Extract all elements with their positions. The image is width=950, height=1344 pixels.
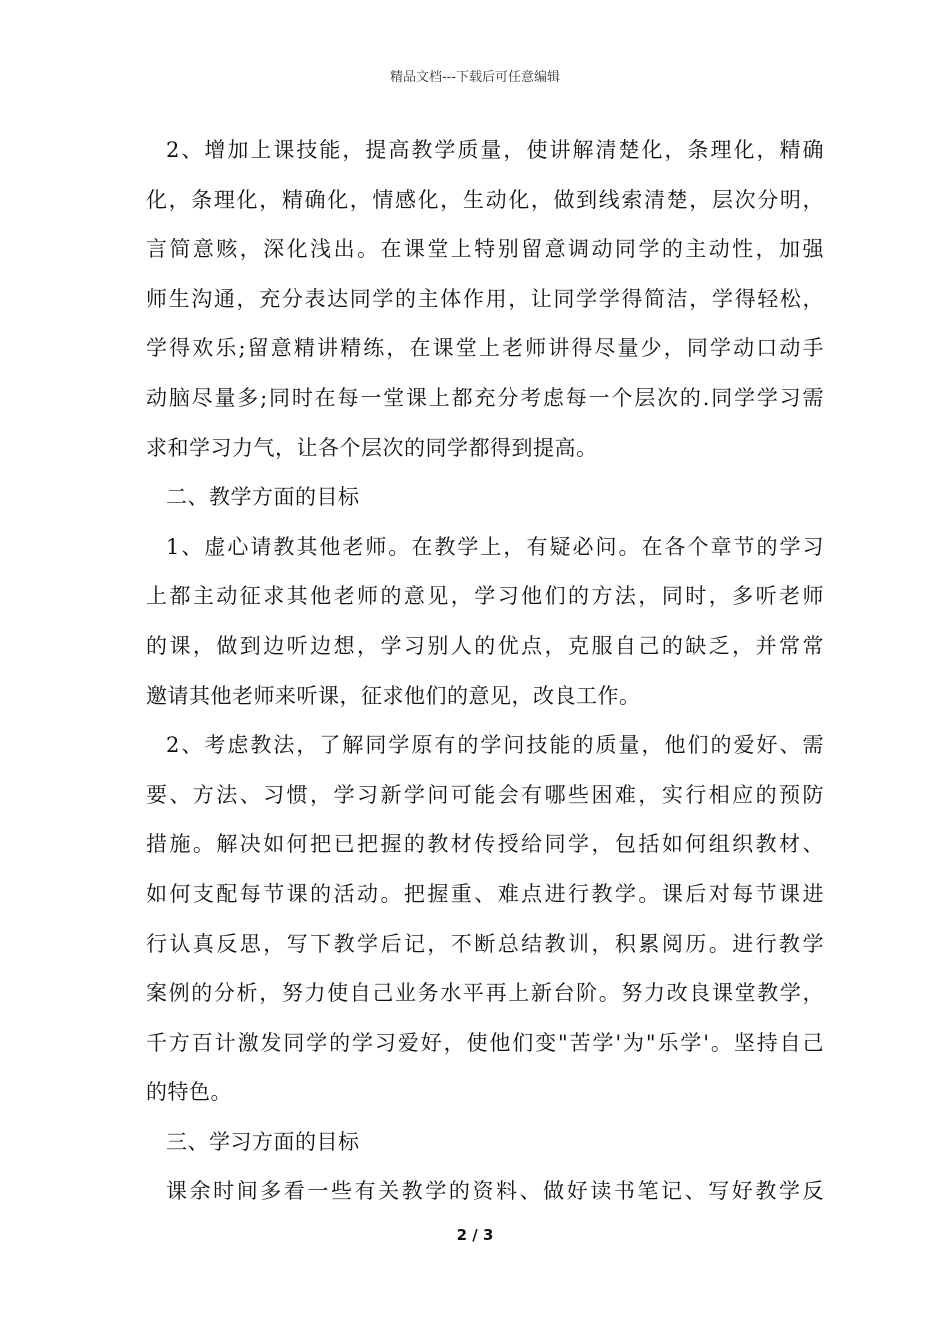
section-heading: 二、教学方面的目标 xyxy=(166,485,360,510)
text-line: 学得欢乐;留意精讲精练，在课堂上老师讲得尽量少，同学动口动手 xyxy=(146,336,824,361)
text-line: 师生沟通，充分表达同学的主体作用，让同学学得简洁，学得轻松， xyxy=(146,286,824,311)
text-line: 1、虚心请教其他老师。在教学上，有疑必问。在各个章节的学习 xyxy=(166,534,824,559)
text-line: 课余时间多看一些有关教学的资料、做好读书笔记、写好教学反 xyxy=(166,1179,824,1204)
text-line: 的特色。 xyxy=(146,1080,232,1105)
text-line: 要、方法、习惯，学习新学问可能会有哪些困难，实行相应的预防 xyxy=(146,782,824,807)
text-line: 的课，做到边听边想，学习别人的优点，克服自己的缺乏，并常常 xyxy=(146,633,824,658)
text-line: 化，条理化，精确化，情感化，生动化，做到线索清楚，层次分明， xyxy=(146,187,824,212)
text-line: 求和学习力气，让各个层次的同学都得到提高。 xyxy=(146,435,598,460)
text-line: 千方百计激发同学的学习爱好，使他们变"苦学'为"乐学'。坚持自己 xyxy=(146,1030,824,1055)
text-line: 言简意赅，深化浅出。在课堂上特别留意调动同学的主动性，加强 xyxy=(146,237,824,262)
text-line: 动脑尽量多;同时在每一堂课上都充分考虑每一个层次的.同学学习需 xyxy=(146,385,824,410)
text-line: 措施。解决如何把已把握的教材传授给同学，包括如何组织教材、 xyxy=(146,832,824,857)
page-number: 2 / 3 xyxy=(456,1226,494,1244)
text-line: 案例的分析，努力使自己业务水平再上新台阶。努力改良课堂教学， xyxy=(146,981,824,1006)
document-body xyxy=(146,126,824,1217)
text-line: 如何支配每节课的活动。把握重、难点进行教学。课后对每节课进 xyxy=(146,881,824,906)
text-line: 2、考虑教法，了解同学原有的学问技能的质量，他们的爱好、需 xyxy=(166,733,824,758)
section-heading: 三、学习方面的目标 xyxy=(166,1129,360,1154)
text-line: 邀请其他老师来听课，征求他们的意见，改良工作。 xyxy=(146,683,641,708)
text-line: 上都主动征求其他老师的意见，学习他们的方法，同时，多听老师 xyxy=(146,584,824,609)
text-line: 行认真反思，写下教学后记，不断总结教训，积累阅历。进行教学 xyxy=(146,931,824,956)
text-line: 2、增加上课技能，提高教学质量，使讲解清楚化，条理化，精确 xyxy=(166,138,824,162)
page-header: 精品文档---下载后可任意编辑 xyxy=(389,70,561,85)
